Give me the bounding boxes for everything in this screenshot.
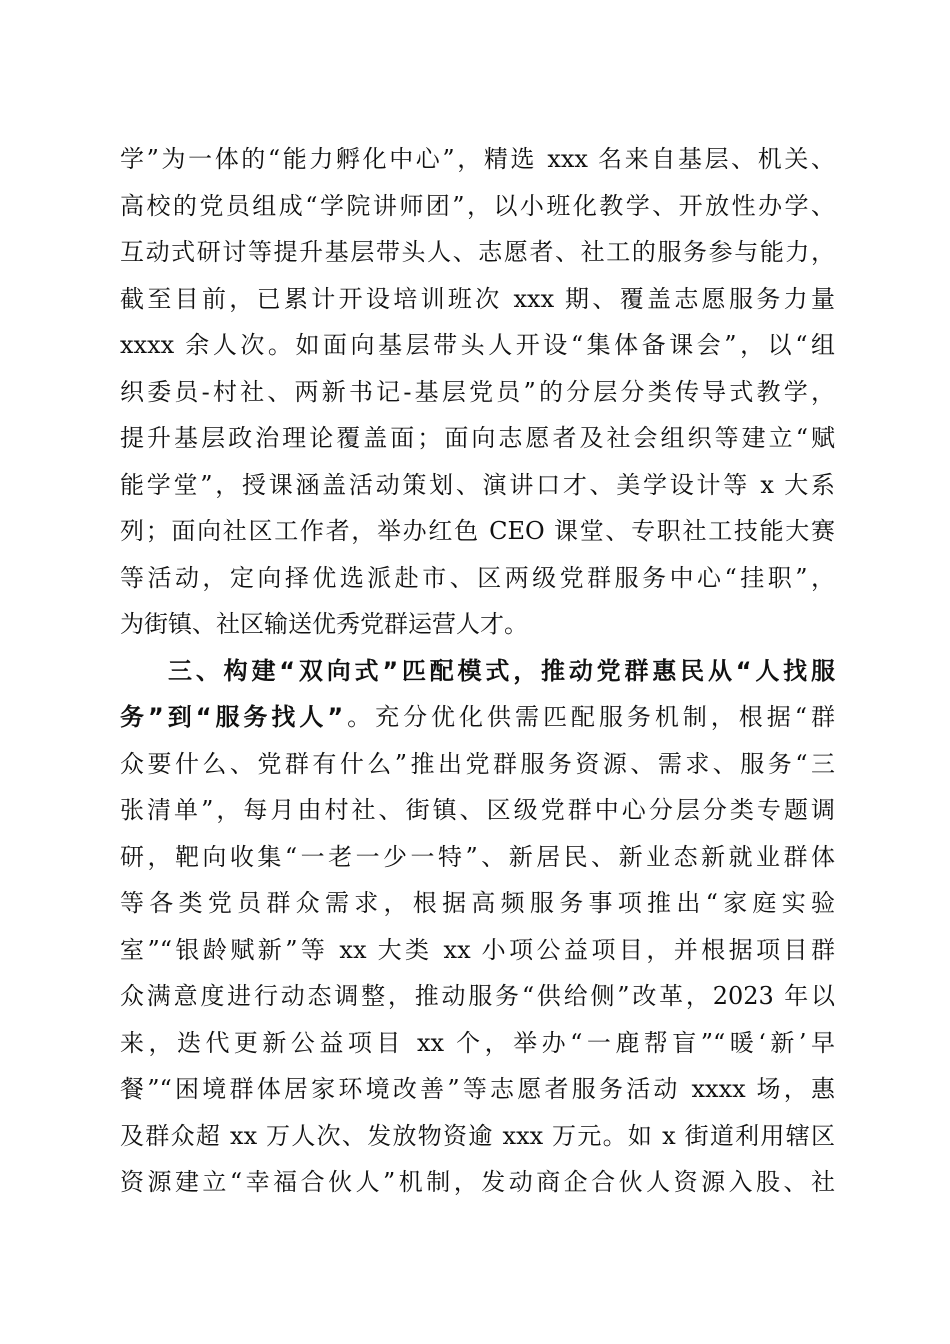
text-line: 等各类党员群众需求，根据高频服务事项推出“家庭实验 bbox=[120, 889, 835, 917]
paragraph-capacity-center bbox=[120, 136, 835, 648]
text-line: 研，靶向收集“一老一少一特”、新居民、新业态新就业群体 bbox=[120, 842, 835, 871]
text-line: 列；面向社区工作者，举办红色 CEO 课堂、专职社工技能大赛 bbox=[120, 517, 835, 545]
text-line: 众要什么、党群有什么”推出党群服务资源、需求、服务“三 bbox=[120, 749, 835, 778]
text-line: xxxx 余人次。如面向基层带头人开设“集体备课会”，以“组 bbox=[120, 331, 835, 359]
text-line: 织委员-村社、两新书记-基层党员”的分层分类传导式教学， bbox=[120, 377, 835, 406]
section-heading-three-continued: 务”到“服务找人” bbox=[120, 703, 344, 731]
text-line: 高校的党员组成“学院讲师团”，以小班化教学、开放性办学、 bbox=[120, 191, 835, 220]
section-heading-three: 三、构建“双向式”匹配模式，推动党群惠民从“人找服 bbox=[168, 656, 835, 685]
text-line: 及群众超 xx 万人次、发放物资逾 xxx 万元。如 x 街道利用辖区 bbox=[120, 1121, 835, 1150]
paragraph-two-way-matching bbox=[120, 648, 835, 1206]
text-line: 提升基层政治理论覆盖面；面向志愿者及社会组织等建立“赋 bbox=[120, 424, 835, 452]
text-line: 截至目前，已累计开设培训班次 xxx 期、覆盖志愿服务力量 bbox=[120, 284, 835, 313]
text-line: 为街镇、社区输送优秀党群运营人才。 bbox=[120, 610, 528, 638]
text-line: 餐”“困境群体居家环境改善”等志愿者服务活动 xxxx 场，惠 bbox=[120, 1075, 835, 1103]
text-line: 资源建立“幸福合伙人”机制，发动商企合伙人资源入股、社 bbox=[120, 1168, 835, 1196]
text-line: 众满意度进行动态调整，推动服务“供给侧”改革，2023 年以 bbox=[120, 982, 835, 1010]
text-line: 能学堂”，授课涵盖活动策划、演讲口才、美学设计等 x 大系 bbox=[120, 470, 835, 499]
text-line: 张清单”，每月由村社、街镇、区级党群中心分层分类专题调 bbox=[120, 796, 835, 824]
text-line-mixed bbox=[120, 694, 835, 741]
text-line: 来，迭代更新公益项目 xx 个，举办“一鹿帮盲”“暖‘新’早 bbox=[120, 1028, 835, 1057]
section-body-start: 。充分优化供需匹配服务机制，根据“群 bbox=[343, 703, 835, 731]
text-line: 等活动，定向择优选派赴市、区两级党群服务中心“挂职”， bbox=[120, 563, 835, 592]
text-line: 学”为一体的“能力孵化中心”，精选 xxx 名来自基层、机关、 bbox=[120, 145, 835, 173]
document-body bbox=[120, 136, 835, 1206]
text-line: 互动式研讨等提升基层带头人、志愿者、社工的服务参与能力， bbox=[120, 238, 835, 266]
text-line: 室”“银龄赋新”等 xx 大类 xx 小项公益项目，并根据项目群 bbox=[120, 935, 835, 964]
